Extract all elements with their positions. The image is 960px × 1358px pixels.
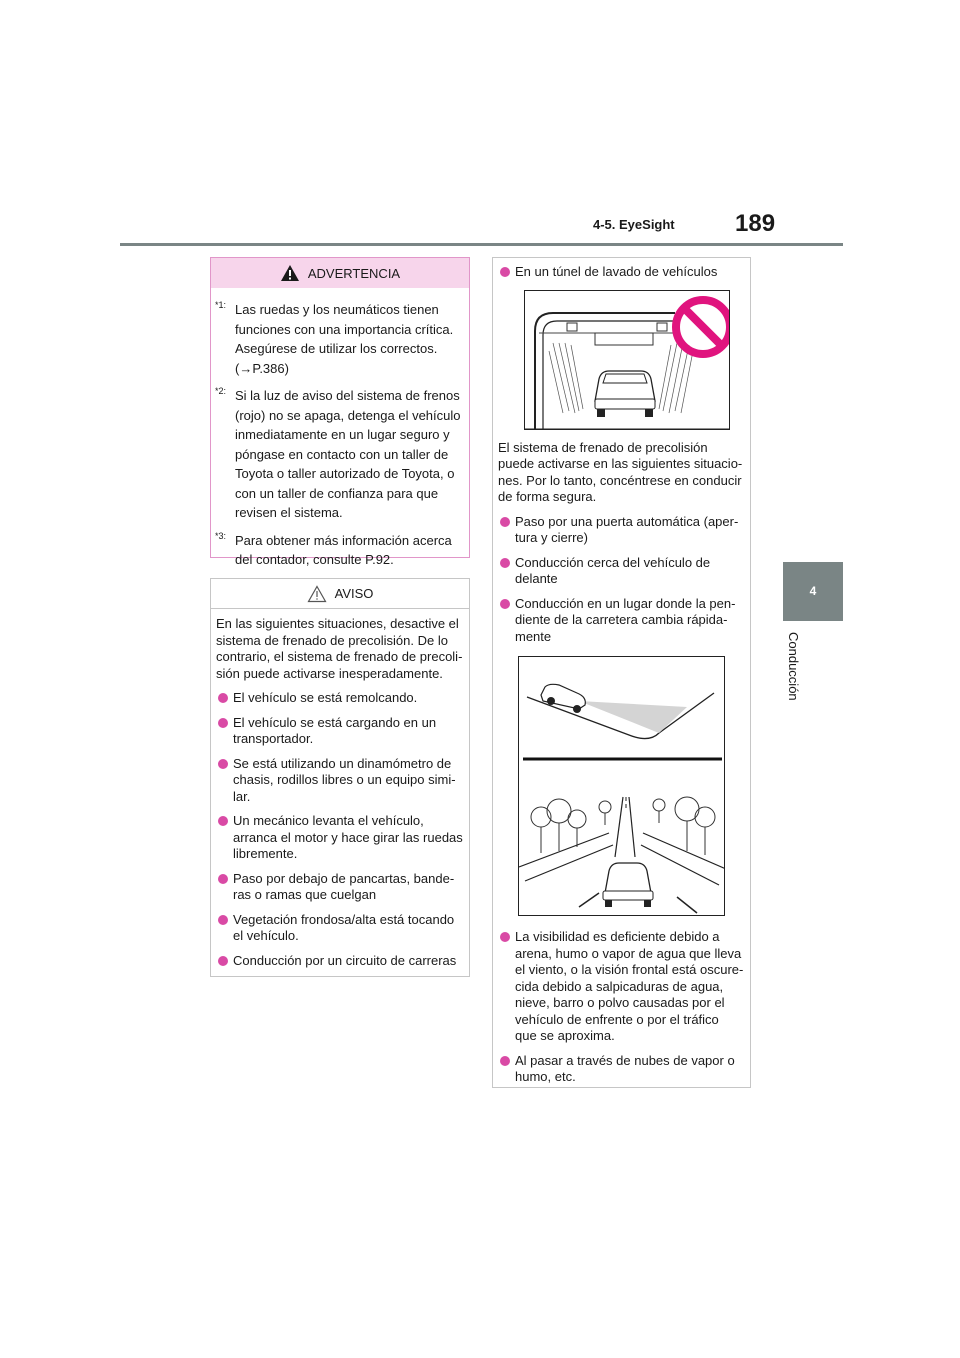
list-item: Conducción cerca del vehículo de delante (498, 555, 744, 588)
footnote-line: póngase en contacto con un taller de (235, 446, 449, 462)
page-number: 189 (735, 210, 776, 237)
section-title: 4-5. EyeSight (593, 217, 675, 232)
bullet-dot-icon (500, 599, 510, 609)
bullet-dot-icon (218, 693, 228, 703)
car-wash-drawing (525, 291, 730, 430)
footnote-line: revisen el sistema. (235, 505, 343, 520)
warning-box (210, 257, 470, 567)
car-wash-illustration (524, 290, 730, 430)
list-item: Al pasar a través de nubes de vapor o humo, etc. (498, 1053, 744, 1086)
footnote-line: funciones con una importancia crítica. (235, 321, 454, 337)
bullet-dot-icon (500, 517, 510, 527)
bullet-dot-icon (218, 956, 228, 966)
notice-box-header (211, 579, 469, 609)
footnote-line: inmediatamente en un lugar seguro y (235, 427, 450, 442)
bullet-dot-icon (218, 874, 228, 884)
notice-box-body (211, 609, 469, 969)
footnote-mark: *1: (215, 300, 227, 310)
footnote-2 (211, 386, 463, 523)
footnote-page-link[interactable]: (→P.386) (235, 360, 289, 376)
bullet-dot-icon (500, 267, 510, 277)
chapter-tab[interactable]: 4 (783, 562, 843, 621)
right-paragraph: El sistema de frenado de precolisión puede activarse en las siguientes situacio-nes. Por lo tanto, concéntrese en conducir de forma segura. (498, 439, 743, 504)
chapter-label: Conducción (786, 632, 801, 701)
notice-box (210, 578, 470, 977)
no-entry-icon (676, 300, 730, 354)
warning-box-header (211, 258, 469, 288)
list-item: El vehículo se está cargando en un transportador. (216, 715, 463, 748)
list-item: Conducción por un circuito de carreras (216, 953, 463, 970)
footnote-line: Asegúrese de utilizar los correctos. (235, 341, 438, 356)
right-notice-box (492, 257, 751, 1088)
bullet-dot-icon (218, 718, 228, 728)
footnote-line: del contador, consulte P.92. (235, 552, 394, 567)
footnote-line: Las ruedas y los neumáticos tienen (235, 302, 439, 317)
bullet-dot-icon (218, 915, 228, 925)
footnote-line: Para obtener más información acerca (235, 532, 452, 548)
footnote-line: con un taller de confianza para que (235, 485, 439, 501)
slope-road-illustration (518, 656, 725, 916)
footnote-line: (rojo) no se apaga, detenga el vehículo (235, 407, 461, 423)
list-item: La visibilidad es deficiente debido a arena, humo o vapor de agua que lleva el viento, o la visión frontal está oscure-cida debido a salpicaduras de agua, nieve, barro o polvo causadas por el vehículo de enfrente o por el tráfico que se aproxima. (498, 929, 744, 1045)
bullet-dot-icon (500, 932, 510, 942)
notice-box-title: AVISO (334, 586, 374, 601)
list-item: En un túnel de lavado de vehículos (498, 264, 744, 281)
warning-box-title: ADVERTENCIA (307, 265, 401, 281)
list-item: Paso por debajo de pancartas, bande-ras o ramas que cuelgan (216, 871, 463, 904)
bullet-dot-icon (218, 816, 228, 826)
footnote-line: Toyota o taller autorizado de Toyota, o (235, 466, 455, 481)
list-item: Vegetación frondosa/alta está tocando el vehículo. (216, 912, 463, 945)
slope-road-drawing (519, 657, 725, 916)
footnote-mark: *2: (215, 386, 227, 396)
footnote-1 (211, 300, 463, 378)
list-item: Conducción en un lugar donde la pen-diente de la carretera cambia rápida-mente (498, 596, 744, 646)
footnote-3 (211, 531, 463, 570)
caution-triangle-icon (307, 585, 327, 603)
notice-intro: En las siguientes situaciones, desactive el sistema de frenado de precolisión. De lo contrario, el sistema de frenado de precoli-sión puede activarse inesperadamente. (216, 616, 463, 681)
warning-triangle-icon (280, 264, 300, 282)
footnote-mark: *3: (215, 530, 227, 541)
list-item: Un mecánico levanta el vehículo, arranca el motor y hace girar las ruedas libremente. (216, 813, 463, 863)
bullet-dot-icon (500, 1056, 510, 1066)
footnote-line: Si la luz de aviso del sistema de frenos (235, 388, 460, 403)
list-item: El vehículo se está remolcando. (216, 690, 463, 707)
bullet-dot-icon (500, 558, 510, 568)
list-item: Se está utilizando un dinamómetro de chasis, rodillos libres o un equipo simi-lar. (216, 756, 463, 806)
footnote-list (211, 288, 469, 570)
right-box-body (493, 258, 750, 1086)
header-divider (120, 243, 843, 246)
list-item: Paso por una puerta automática (aper-tura y cierre) (498, 514, 744, 547)
bullet-dot-icon (218, 759, 228, 769)
